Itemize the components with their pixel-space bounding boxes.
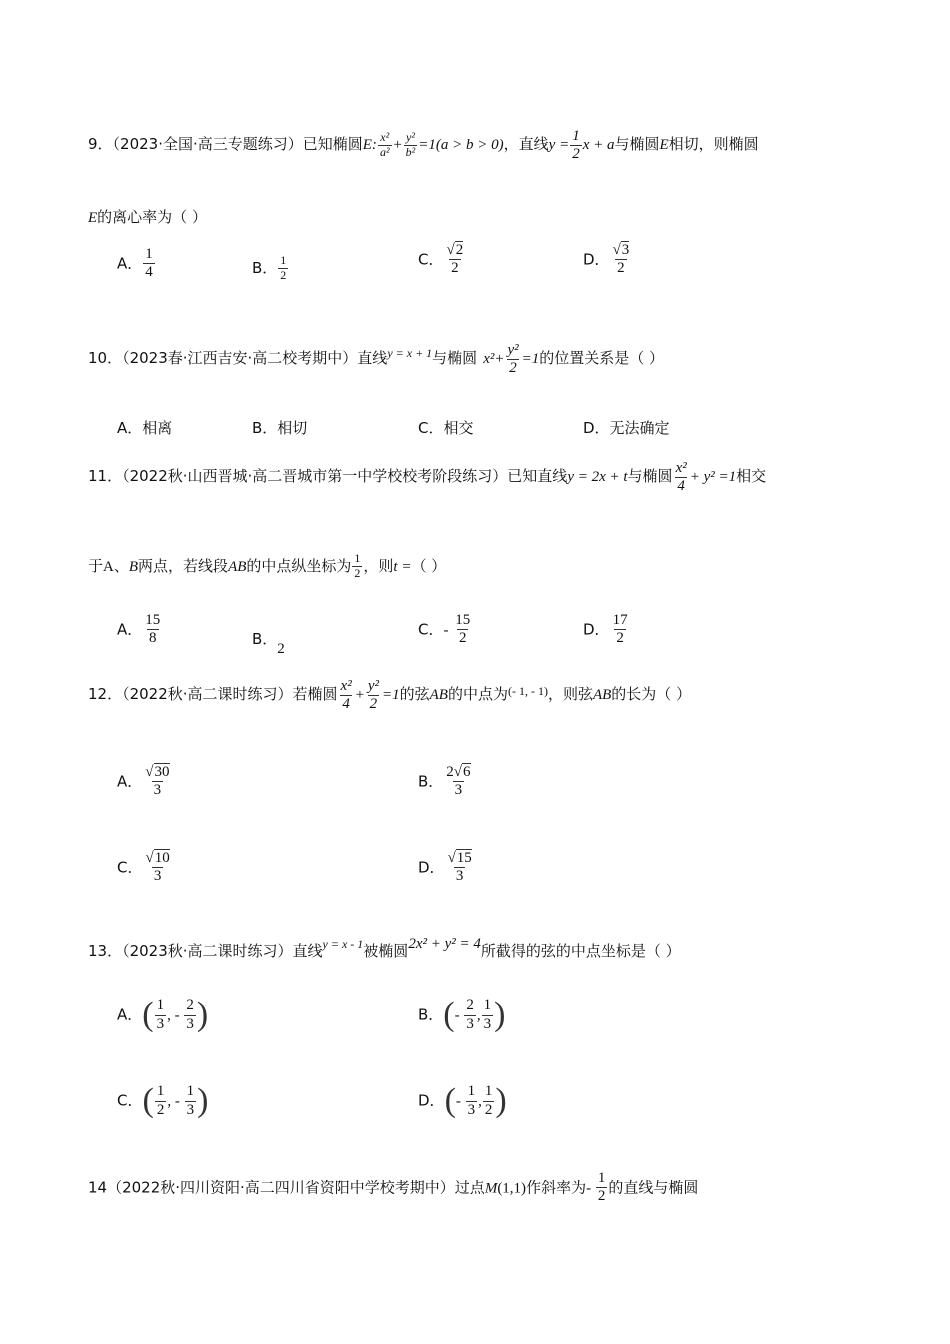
q13-option-a-sep: , - xyxy=(167,1007,184,1024)
q13-option-d-lparen: ( xyxy=(444,1082,456,1119)
q9-option-c-value: $\frac{√2}{2}$ xyxy=(446,242,464,277)
q12-midpoint: (- 1, - 1) xyxy=(507,684,548,699)
q13-option-a-x: $\frac{1}{3}$ xyxy=(156,997,165,1032)
q13-source: （2023秋·高二课时练习）直线 xyxy=(122,942,323,960)
q9-option-d-label: D． xyxy=(583,250,610,269)
q9-source: （2023·全国·高三专题练习）已知椭圆 xyxy=(112,135,363,154)
q9-ellipse-eq: E: $\frac{\text{x²}}{\text{a²}}$ + $\frac{\text{y²}}{\text{b²}}$ =1(a > b > 0) xyxy=(362,130,504,160)
q10-ellipse-eq: x²+ $\frac{\text{y²}}{2}$ =1 xyxy=(483,342,540,377)
q14-text2: 作斜率为 xyxy=(526,1178,587,1197)
q12-ab: AB xyxy=(429,687,448,704)
q12-option-a-value: $\frac{√30}{3}$ xyxy=(145,764,170,799)
q13-option-b xyxy=(418,996,505,1034)
q13-number: 13． xyxy=(88,942,123,960)
q11-line2f: （ ） xyxy=(411,556,447,575)
q14-minus: - xyxy=(586,1180,595,1197)
q11-option-a-label: A． xyxy=(117,620,143,639)
q12-source: （2022秋·高二课时练习）若椭圆 xyxy=(122,685,338,704)
q11-text2: 与椭圆 xyxy=(627,467,673,486)
q12-text5: 的长为（ ） xyxy=(611,685,692,704)
q14-line1 xyxy=(88,1170,698,1206)
q13-option-c-sep: , - xyxy=(167,1093,184,1110)
q10-option-c: C．相交 xyxy=(418,419,474,437)
q13-option-b-lparen: ( xyxy=(443,996,455,1033)
q9-option-a-label: A． xyxy=(117,254,143,273)
q9-option-d xyxy=(583,242,632,278)
q13-option-c-rparen: ) xyxy=(197,1082,209,1119)
q11-half: $\frac{1}{2}$ xyxy=(354,551,361,580)
q13-text2: 被椭圆 xyxy=(363,942,409,960)
q10-line1 xyxy=(88,342,664,378)
q12-option-c-label: C． xyxy=(117,858,143,877)
q11-option-d-label: D． xyxy=(583,620,610,639)
q11-line2 xyxy=(88,552,446,581)
q12-option-b xyxy=(418,764,474,800)
q11-line1 xyxy=(88,460,766,496)
q9-text3: 与椭圆 xyxy=(614,135,660,154)
q13-option-b-x: $\frac{2}{3}$ xyxy=(466,997,474,1032)
q12-option-d xyxy=(418,850,475,886)
q9-e-symbol-2: E xyxy=(88,210,98,226)
q13-option-a-rparen: ) xyxy=(196,996,209,1033)
q10-number: 10． xyxy=(88,349,123,368)
q9-e-symbol: E xyxy=(659,137,669,154)
q9-text2: ，直线 xyxy=(503,135,549,154)
q11-option-a xyxy=(117,612,163,648)
q12-option-b-value: $\frac{2√6}{3}$ xyxy=(446,764,471,799)
q9-option-b-value: $\frac{1}{2}$ xyxy=(280,253,287,282)
q12-option-c-value: $\frac{√10}{3}$ xyxy=(145,850,170,885)
q12-option-b-label: B． xyxy=(418,772,444,791)
q10-option-d: D．无法确定 xyxy=(583,419,670,437)
q13-ellipse-eq: 2x² + y² = 4 xyxy=(408,936,481,952)
q13-option-b-label: B． xyxy=(418,1005,444,1024)
q13-option-c-label: C． xyxy=(117,1091,143,1110)
q9-line2 xyxy=(88,206,207,227)
q10-text2: 与椭圆 xyxy=(432,349,478,368)
q13-option-d-label: D． xyxy=(418,1091,445,1110)
q9-line-eq: y = $\frac{1}{2}$ x + a xyxy=(548,128,615,163)
q11-line2b: 、 xyxy=(113,556,129,575)
q10-text3: 的位置关系是（ ） xyxy=(539,349,665,368)
q13-option-c xyxy=(117,1082,208,1120)
q13-text3: 所截得的弦的中点坐标是（ ） xyxy=(480,942,681,960)
q13-option-a-lparen: ( xyxy=(142,996,154,1033)
q11-text3: 相交 xyxy=(736,467,767,486)
q13-option-b-rparen: ) xyxy=(494,996,506,1033)
q9-option-c xyxy=(418,242,466,278)
q13-option-d xyxy=(418,1082,507,1120)
q13-option-b-y: $\frac{1}{3}$ xyxy=(483,997,492,1032)
q14-source: （2022秋·四川资阳·高二四川省资阳中学校考期中）过点 xyxy=(107,1178,485,1197)
q11-number: 11． xyxy=(88,467,123,486)
q13-option-d-y: $\frac{1}{2}$ xyxy=(484,1083,493,1118)
q11-line2d: 的中点纵坐标为 xyxy=(246,556,352,575)
q10-option-b: B．相切 xyxy=(252,419,308,437)
q9-number: 9． xyxy=(88,135,113,154)
q9-text4: 相切，则椭圆 xyxy=(668,135,759,154)
q13-option-d-x: $\frac{1}{3}$ xyxy=(467,1083,476,1118)
q11-option-a-value: $\frac{15}{8}$ xyxy=(145,612,161,647)
q13-option-c-lparen: ( xyxy=(142,1082,154,1119)
q11-line2c: 两点，若线段 xyxy=(138,556,229,575)
q10-line-eq: y = x + 1 xyxy=(387,346,433,361)
q9-line2-text: 的离心率为（ ） xyxy=(97,208,207,226)
q12-option-d-value: $\frac{√15}{3}$ xyxy=(447,850,472,885)
q13-option-b-sep: , xyxy=(476,1007,481,1024)
q11-point-b: B xyxy=(128,558,139,575)
q9-option-a xyxy=(117,246,156,282)
q13-option-d-minus: - xyxy=(455,1093,465,1110)
q11-line-eq: y = 2x + t xyxy=(567,469,628,486)
q9-line1 xyxy=(88,128,759,164)
q12-ellipse-eq: $\frac{\text{x²}}{4}$ + $\frac{\text{y²}}{2}$ =1 xyxy=(340,678,400,713)
q11-option-b xyxy=(252,628,285,657)
q12-text3: 的中点为 xyxy=(447,685,508,704)
q11-minus: - xyxy=(443,622,453,639)
q9-option-b-label: B． xyxy=(252,258,278,277)
q13-option-a-y: $\frac{2}{3}$ xyxy=(186,997,194,1032)
q12-option-c xyxy=(117,850,173,886)
q11-option-c-value: $\frac{15}{2}$ xyxy=(455,612,471,647)
q11-point-a: A xyxy=(103,558,114,575)
q10-source: （2023春·江西吉安·高二校考期中）直线 xyxy=(122,349,388,368)
q9-option-b xyxy=(252,254,289,283)
q13-option-d-sep: , xyxy=(478,1093,482,1110)
q11-option-c xyxy=(418,612,473,648)
q13-option-a xyxy=(117,996,208,1034)
q12-ab-2: AB xyxy=(592,687,612,704)
q12-line1 xyxy=(88,678,691,714)
q12-option-a-label: A． xyxy=(117,772,143,791)
q13-line-eq: y = x - 1 xyxy=(322,937,364,951)
q12-text2: 的弦 xyxy=(399,685,430,704)
q11-t-eq: t = xyxy=(393,558,412,575)
q14-slope: $\frac{1}{2}$ xyxy=(597,1170,606,1205)
q11-line2e: ，则 xyxy=(363,556,394,575)
q11-option-c-label: C． xyxy=(418,620,444,639)
q13-line1 xyxy=(88,936,681,961)
q12-text4: ，则弦 xyxy=(547,685,593,704)
q9-option-d-value: $\frac{√3}{2}$ xyxy=(612,242,630,277)
q13-option-d-rparen: ) xyxy=(495,1082,507,1119)
q9-option-c-label: C． xyxy=(418,250,444,269)
q12-option-d-label: D． xyxy=(418,858,445,877)
q11-option-d-value: $\frac{17}{2}$ xyxy=(612,612,628,647)
q14-text3: 的直线与椭圆 xyxy=(608,1178,699,1197)
q11-source: （2022秋·山西晋城·高二晋城市第一中学校校考阶段练习）已知直线 xyxy=(122,467,568,486)
q13-option-c-y: $\frac{1}{3}$ xyxy=(186,1083,195,1118)
q11-option-b-value: 2 xyxy=(277,641,285,657)
q10-option-a: A．相离 xyxy=(117,419,173,437)
q11-option-d xyxy=(583,612,631,648)
q14-point: M(1,1) xyxy=(484,1180,527,1197)
q12-option-a xyxy=(117,764,173,800)
q9-option-a-value: $\frac{1}{4}$ xyxy=(145,246,153,281)
q11-segment-ab: AB xyxy=(228,558,247,575)
q12-number: 12． xyxy=(88,685,123,704)
q11-line2a: 于 xyxy=(88,556,104,575)
q11-ellipse-eq: $\frac{\text{x²}}{4}$ + y² =1 xyxy=(675,460,737,495)
q14-number: 14 xyxy=(88,1178,108,1197)
q11-option-b-label: B． xyxy=(252,630,278,648)
q13-option-c-x: $\frac{1}{2}$ xyxy=(156,1083,165,1118)
q13-option-a-label: A． xyxy=(117,1005,143,1024)
q13-option-b-minus: - xyxy=(454,1007,464,1024)
